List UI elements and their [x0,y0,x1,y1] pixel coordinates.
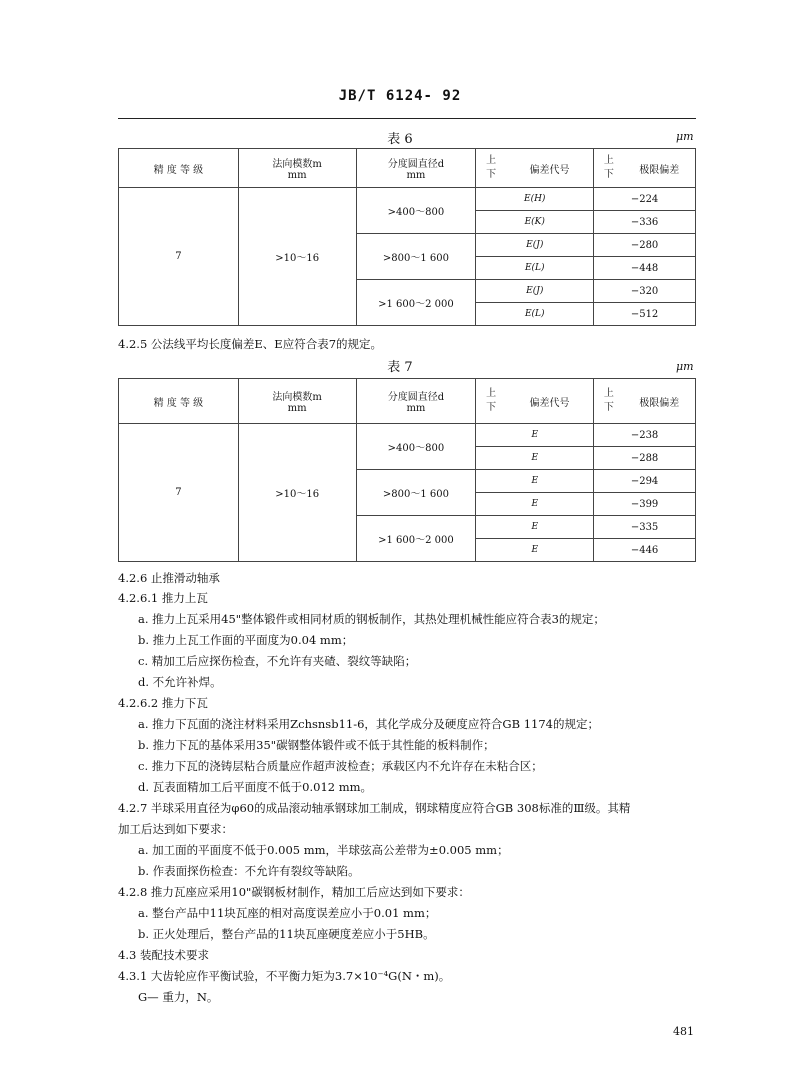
table6 [118,148,696,326]
header-module: 法向模数m mm [238,379,356,424]
list-item: c. 推力下瓦的浇铸层粘合质量应作超声波检查；承载区内不允许存在未粘合区； [138,759,543,773]
cell-module: >10～16 [238,424,356,562]
cell-code: E(H) [476,188,594,211]
cell-value: −335 [594,516,696,539]
heading-4-2-6-2: 4.2.6.2 推力下瓦 [118,696,208,710]
header-rule [118,118,696,119]
list-item: a. 推力下瓦面的浇注材料采用Zchsnsb11-6，其化学成分及硬度应符合GB 1174的规定； [138,717,599,731]
cell-value: −280 [594,234,696,257]
header-code: 偏差代号 [506,379,594,424]
table7 [118,378,696,562]
cell-code: E(J) [476,234,594,257]
header-grade: 精 度 等 级 [119,379,239,424]
cell-value: −224 [594,188,696,211]
list-item: b. 正火处理后，整台产品的11块瓦座硬度差应小于5HB。 [138,927,435,941]
cell-diameter: >400～800 [356,188,476,234]
header-updev-downdev: 上 下 [594,379,624,424]
cell-code: E(L) [476,257,594,280]
list-item: b. 作表面探伤检查：不允许有裂纹等缺陷。 [138,864,360,878]
heading-4-2-6: 4.2.6 止推滑动轴承 [118,571,220,585]
cell-code: E(J) [476,280,594,303]
list-item: d. 瓦表面精加工后平面度不低于0.012 mm。 [138,780,373,794]
cell-code: E(K) [476,211,594,234]
table6-caption: 表 6 [387,132,413,147]
cell-value: −446 [594,539,696,562]
table7-unit: μm [676,360,694,373]
para-4-2-7-cont: 加工后达到如下要求： [118,822,233,836]
para-4-2-7: 4.2.7 半球采用直径为φ60的成品滚动轴承钢球加工制成，钢球精度应符合GB 308标准的Ⅲ级。其精 [118,801,631,815]
list-item: a. 推力上瓦采用45"整体锻件或相同材质的钢板制作，其热处理机械性能应符合表3的规定； [138,612,605,626]
heading-4-3: 4.3 装配技术要求 [118,948,209,962]
header-grade: 精 度 等 级 [119,149,239,188]
cell-diameter: >1 600～2 000 [356,280,476,326]
list-item: c. 精加工后应探伤检查，不允许有夹碴、裂纹等缺陷； [138,654,417,668]
cell-module: >10～16 [238,188,356,326]
cell-grade: 7 [119,424,239,562]
cell-diameter: >800～1 600 [356,470,476,516]
header-module: 法向模数m mm [238,149,356,188]
cell-value: −288 [594,447,696,470]
header-diameter: 分度圆直径d mm [356,149,476,188]
cell-value: −238 [594,424,696,447]
cell-value: −448 [594,257,696,280]
cell-code: E [476,516,594,539]
header-diameter: 分度圆直径d mm [356,379,476,424]
header-updev-downdev: 上 下 [594,149,624,188]
header-up-down: 上 下 [476,149,506,188]
cell-code: E(L) [476,303,594,326]
list-item: d. 不允许补焊。 [138,675,222,689]
cell-diameter: >400～800 [356,424,476,470]
table6-unit: μm [676,130,694,143]
symbol-definition: G— 重力，N。 [138,990,219,1004]
cell-diameter: >1 600～2 000 [356,516,476,562]
header-up-down: 上 下 [476,379,506,424]
cell-value: −399 [594,493,696,516]
para-4-2-5: 4.2.5 公法线平均长度偏差E、E应符合表7的规定。 [118,337,383,351]
header-code: 偏差代号 [506,149,594,188]
cell-diameter: >800～1 600 [356,234,476,280]
cell-value: −320 [594,280,696,303]
para-4-3-1: 4.3.1 大齿轮应作平衡试验，不平衡力矩为3.7×10⁻⁴G(N・m)。 [118,969,451,983]
header-limit: 极限偏差 [624,379,696,424]
cell-code: E [476,493,594,516]
cell-value: −336 [594,211,696,234]
list-item: a. 整台产品中11块瓦座的相对高度误差应小于0.01 mm； [138,906,437,920]
cell-value: −294 [594,470,696,493]
cell-code: E [476,470,594,493]
list-item: a. 加工面的平面度不低于0.005 mm，半球弦高公差带为±0.005 mm； [138,843,509,857]
list-item: b. 推力上瓦工作面的平面度为0.04 mm； [138,633,354,647]
header-limit: 极限偏差 [624,149,696,188]
cell-code: E [476,447,594,470]
list-item: b. 推力下瓦的基体采用35"碳钢整体锻件或不低于其性能的板料制作； [138,738,495,752]
table7-caption: 表 7 [387,360,413,375]
heading-4-2-6-1: 4.2.6.1 推力上瓦 [118,591,208,605]
page-number: 481 [673,1025,694,1038]
cell-code: E [476,539,594,562]
page-header: JB/T 6124- 92 [338,88,462,104]
cell-grade: 7 [119,188,239,326]
cell-code: E [476,424,594,447]
para-4-2-8: 4.2.8 推力瓦座应采用10"碳钢板材制作，精加工后应达到如下要求： [118,885,470,899]
cell-value: −512 [594,303,696,326]
